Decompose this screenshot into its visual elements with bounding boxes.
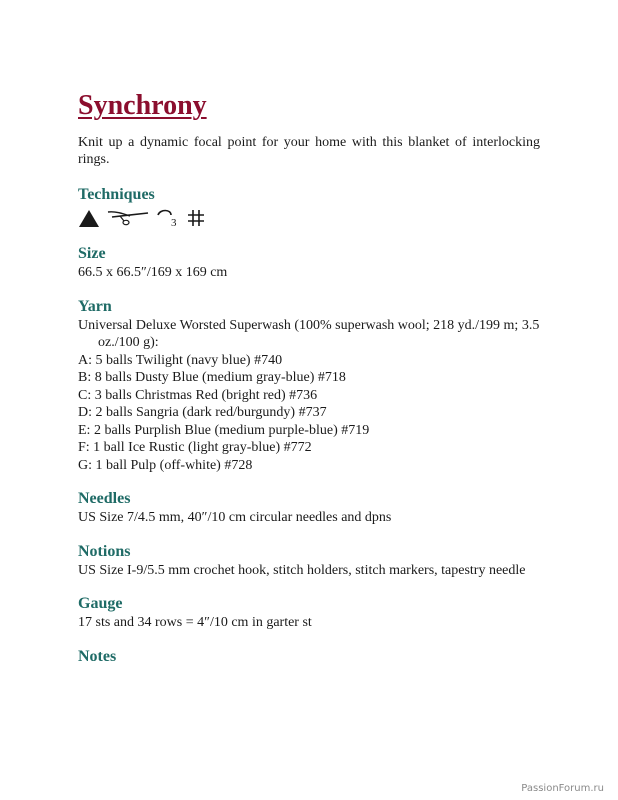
needles-heading: Needles [78, 490, 131, 507]
yarn-color-item: E: 2 balls Purplish Blue (medium purple-blue) #719 [78, 422, 370, 438]
technique-icons [78, 207, 540, 229]
pattern-content [78, 88, 540, 667]
pattern-intro: Knit up a dynamic focal point for your home with this blanket of interlocking rings. [78, 135, 540, 167]
notions-text: US Size I-9/5.5 mm crochet hook, stitch holders, stitch markers, tapestry needle [78, 562, 526, 578]
yarn-color-item: A: 5 balls Twilight (navy blue) #740 [78, 352, 283, 368]
pattern-title: Synchrony [78, 90, 207, 121]
size-heading: Size [78, 245, 106, 262]
notions-section [78, 542, 540, 580]
notes-section [78, 647, 540, 667]
techniques-heading: Techniques [78, 186, 155, 203]
size-section [78, 244, 540, 282]
three-curl-icon [156, 208, 180, 228]
needle-icon [106, 208, 150, 228]
needles-section [78, 489, 540, 527]
notions-heading: Notions [78, 542, 131, 560]
yarn-color-item: B: 8 balls Dusty Blue (medium gray-blue) #718 [78, 370, 346, 385]
hash-grid-icon [186, 208, 206, 228]
yarn-color-item: C: 3 balls Christmas Red (bright red) #736 [78, 387, 318, 403]
notes-heading: Notes [78, 647, 117, 665]
gauge-text: 17 sts and 34 rows = 4″/10 cm in garter st [78, 615, 312, 630]
gauge-section [78, 594, 540, 632]
gauge-heading: Gauge [78, 595, 123, 612]
yarn-heading: Yarn [78, 297, 112, 315]
watermark: PassionForum.ru [521, 783, 604, 794]
triangle-icon [78, 208, 100, 228]
yarn-description: Universal Deluxe Worsted Superwash (100% superwash wool; 218 yd./199 m; 3.5 oz./100 g): [78, 317, 540, 350]
yarn-color-item: D: 2 balls Sangria (dark red/burgundy) #737 [78, 405, 327, 420]
yarn-color-item: F: 1 ball Ice Rustic (light gray-blue) #772 [78, 440, 312, 455]
yarn-section [78, 297, 540, 475]
size-text: 66.5 x 66.5″/169 x 169 cm [78, 265, 228, 280]
svg-text:3: 3 [171, 217, 177, 228]
techniques-section [78, 185, 540, 229]
yarn-color-item: G: 1 ball Pulp (off-white) #728 [78, 457, 253, 473]
yarn-color-list [78, 352, 540, 475]
needles-text: US Size 7/4.5 mm, 40″/10 cm circular needles and dpns [78, 510, 392, 525]
